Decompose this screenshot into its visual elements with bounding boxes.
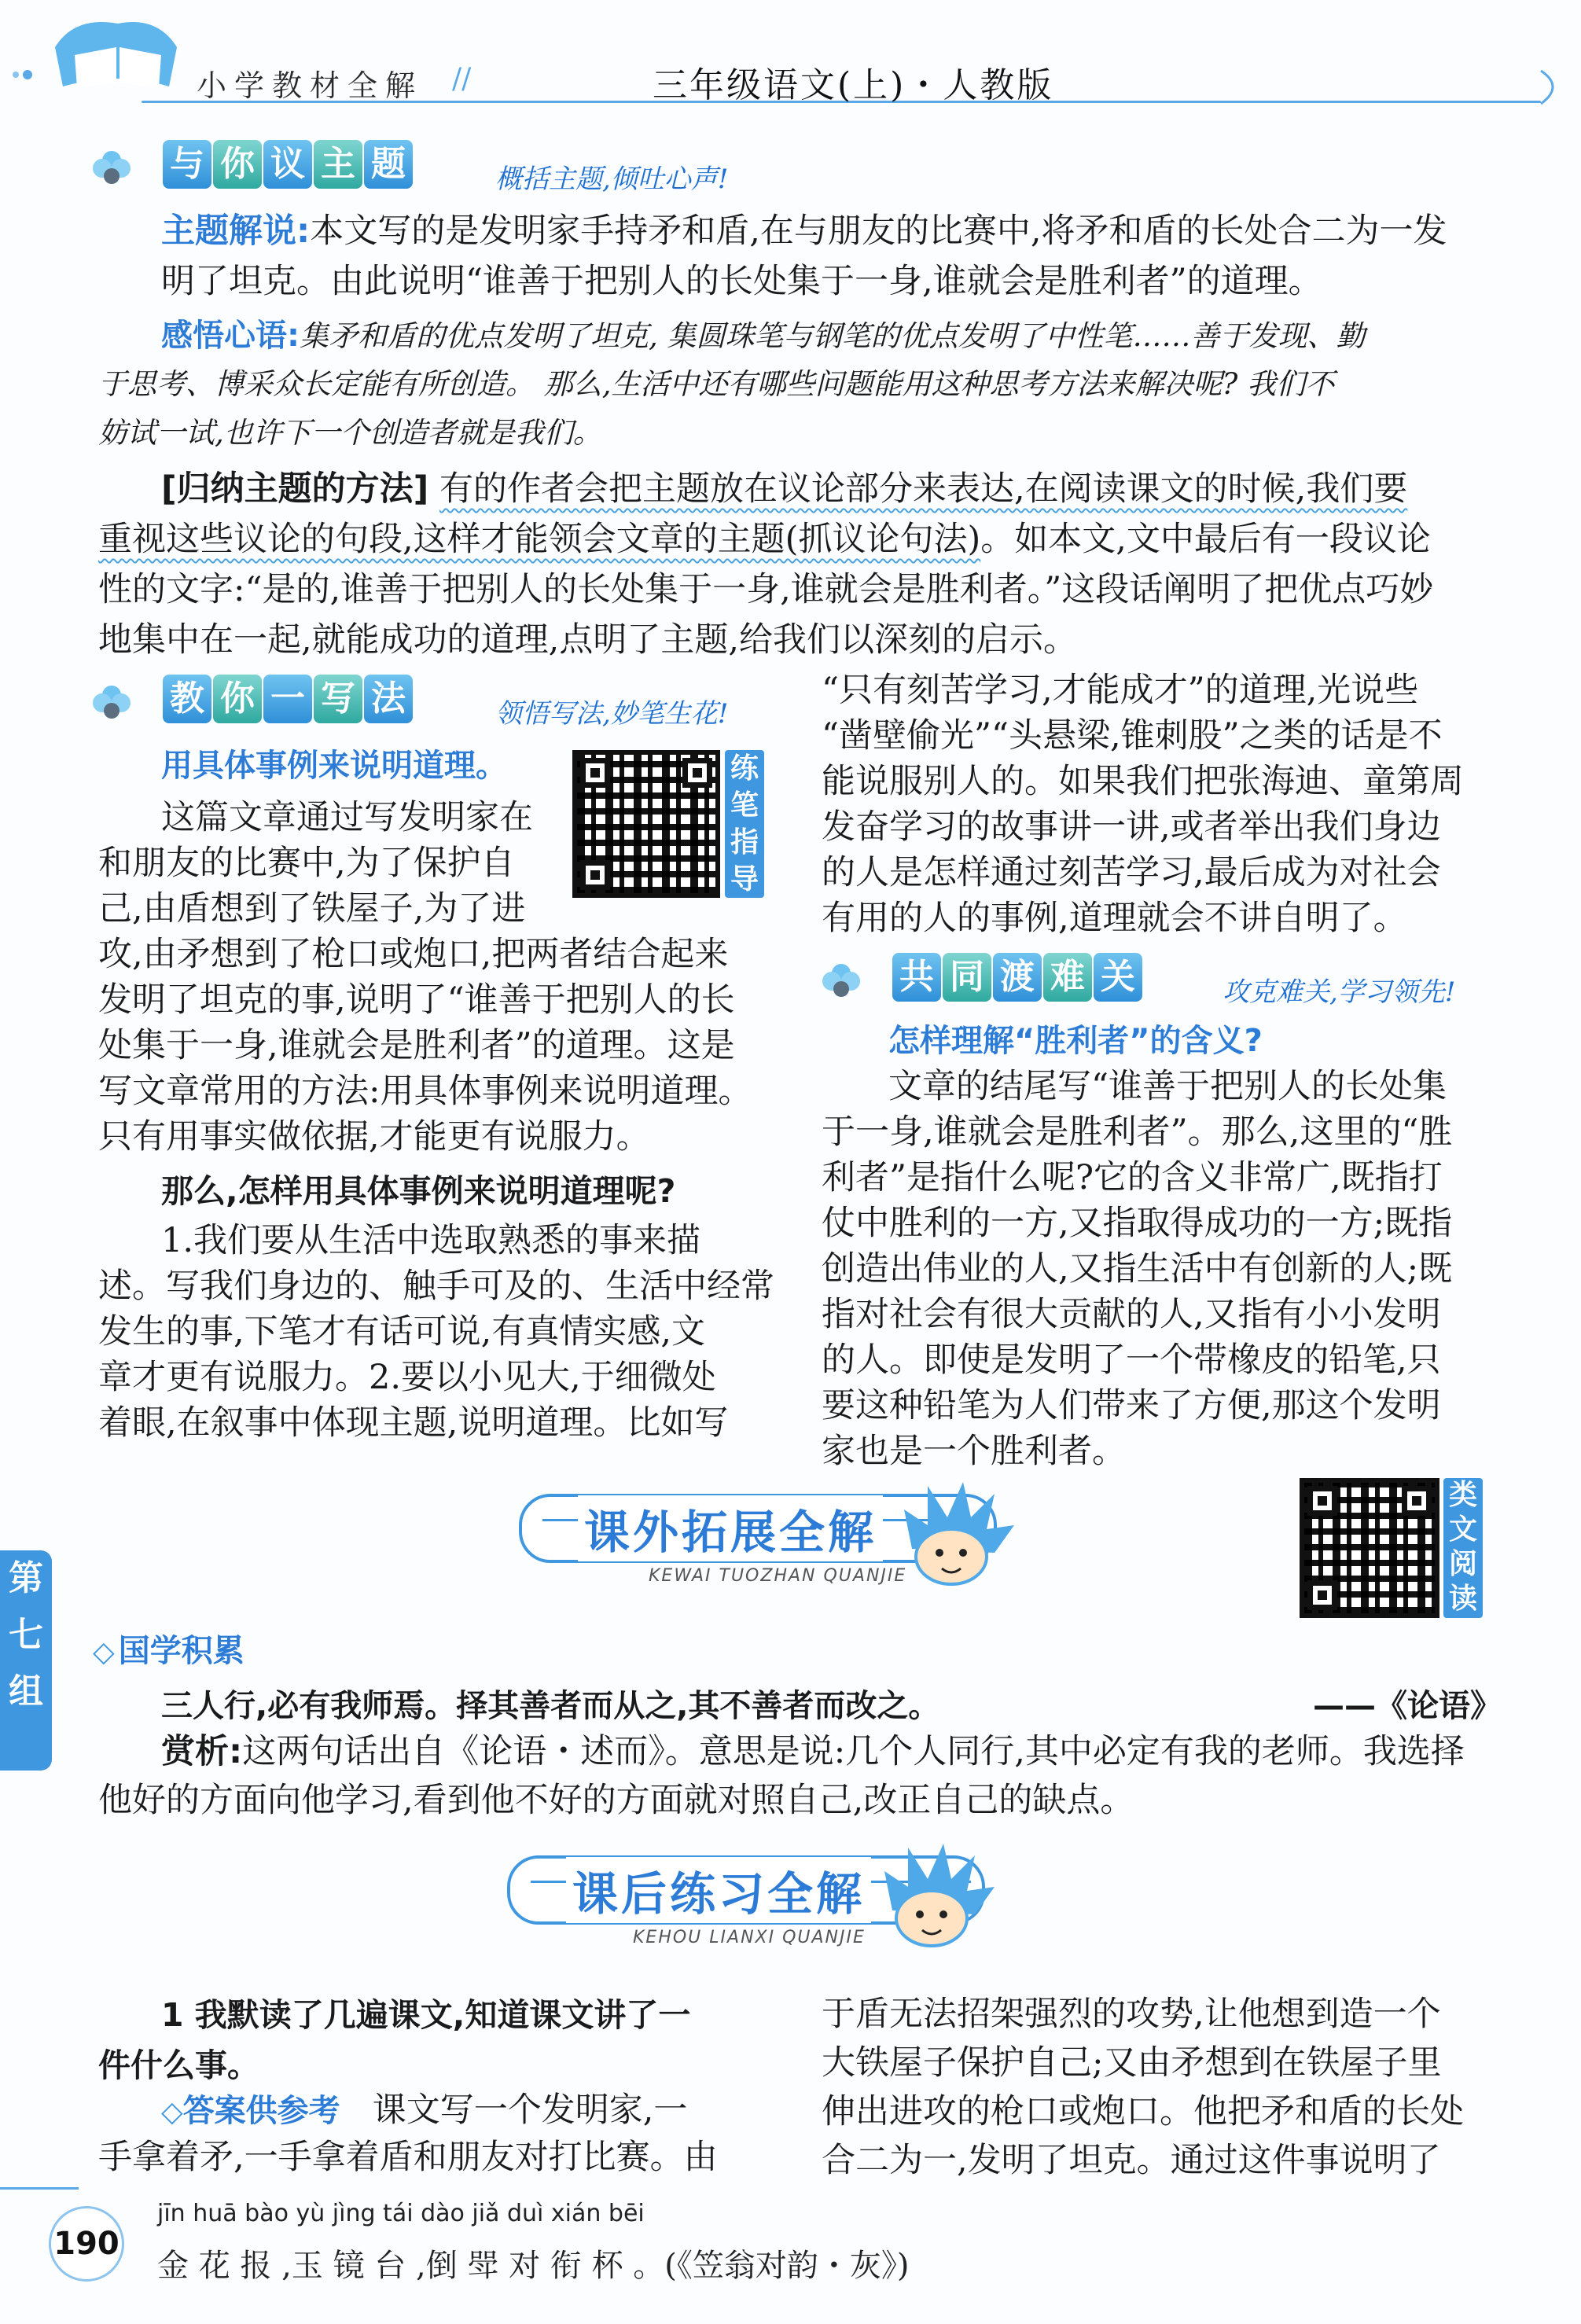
hedgehog-icon [896, 1478, 1022, 1596]
method-line-1 [161, 464, 1407, 514]
qr-label-reading [1443, 1478, 1483, 1618]
topic-explanation [161, 206, 1498, 256]
writing-line: 己,由盾想到了铁屋子,为了进 [98, 889, 526, 928]
writing-right-line: “只有刻苦学习,才能成才”的道理,光说些 [822, 671, 1419, 710]
difficulty-line: 文章的结尾写“谁善于把别人的长处集 [888, 1067, 1447, 1106]
reflection-label: 感悟心语: [161, 318, 300, 354]
difficulty-line: 创造出伟业的人,又指生活中有创新的人;既 [822, 1249, 1453, 1289]
writing-line: 攻,由矛想到了枪口或炮口,把两者结合起来 [98, 935, 729, 974]
guoxue-label: 国学积累 [118, 1633, 245, 1669]
guoxue-source: ——《论语》 [1313, 1688, 1502, 1724]
writing-line: 发明了坦克的事,说明了“谁善于把别人的长 [98, 980, 735, 1020]
topic-text-2: 明了坦克。由此说明“谁善于把别人的长处集于一身,谁就会是胜利者”的道理。 [161, 262, 1322, 301]
topic-label: 主题解说: [161, 211, 311, 251]
writing-heading: 用具体事例来说明道理。 [161, 748, 507, 784]
appreciation-label: 赏析: [161, 1732, 243, 1771]
writing-right-line: 发奋学习的故事讲一讲,或者举出我们身边 [822, 807, 1441, 847]
exercise-answer [161, 2085, 687, 2138]
extension-banner-pinyin: KEWAI TUOZHAN QUANJIE [649, 1566, 907, 1586]
title-chip: 关 [1094, 953, 1142, 1002]
appreciation-text: 这两句话出自《论语・述而》。意思是说:几个人同行,其中必定有我的老师。我选择 [242, 1732, 1465, 1771]
writing-right-line: 能说服别人的。如果我们把张海迪、童第周 [822, 762, 1464, 801]
header-slash-icon: // [452, 63, 472, 95]
flower-icon [88, 678, 135, 725]
theme-section-subtitle: 概括主题,倾吐心声! [495, 164, 729, 195]
writing-line: 这篇文章通过写发明家在 [161, 798, 533, 837]
answer-line: 着眼,在叙事中体现主题,说明道理。比如写 [98, 1403, 729, 1443]
answer-text-2: 手拿着矛,一手拿着盾和朋友对打比赛。由 [98, 2138, 718, 2177]
book-series-title: 小学教材全解 [197, 68, 424, 103]
writing-line: 只有用事实做依据,才能更有说服力。 [98, 1117, 650, 1156]
exercise-banner [507, 1840, 1057, 1958]
side-tab-char: 七 [9, 1615, 43, 1655]
writing-question: 那么,怎样用具体事例来说明道理呢? [161, 1172, 676, 1210]
exercise-question: 1 我默读了几遍课文,知道课文讲了一 [161, 1996, 691, 2034]
extension-banner [519, 1478, 1069, 1596]
book-edition-title: 三年级语文(上)・人教版 [653, 65, 1054, 105]
footer-rule [0, 2187, 1581, 2190]
answer-line: 章才更有说服力。2.要以小见大,于细微处 [98, 1358, 716, 1397]
method-line-2 [98, 514, 1431, 564]
title-chip: 写 [314, 675, 362, 723]
footer-rhyme: 金 花 报 ,玉 镜 台 ,倒 斝 对 衔 杯 。(《笠翁对韵・灰》) [157, 2248, 910, 2284]
title-chip: 共 [892, 953, 941, 1002]
writing-right-line: 有用的人的事例,道理就会不讲自明了。 [822, 899, 1407, 938]
answer-text: 课文写一个发明家,一 [372, 2090, 688, 2130]
title-chip: 一 [263, 675, 312, 723]
writing-section-subtitle: 领悟写法,妙笔生花! [495, 698, 729, 730]
title-chip: 主 [314, 140, 362, 189]
qr-label-char: 文 [1448, 1513, 1477, 1546]
side-tab-char: 第 [9, 1558, 43, 1598]
exercise-right-line: 于盾无法招架强烈的攻势,让他想到造一个 [822, 1995, 1441, 2034]
method-wavy-2: 重视这些议论的句段,这样才能领会文章的主题(抓议论句法) [98, 520, 981, 559]
title-chip: 题 [364, 140, 413, 189]
guoxue-appreciation [161, 1726, 1465, 1777]
title-chip: 你 [213, 675, 262, 723]
flower-icon [88, 143, 135, 190]
answer-line: 发生的事,下笔才有话可说,有真情实感,文 [98, 1312, 706, 1351]
method-wavy-1: 有的作者会把主题放在议论部分来表达,在阅读课文的时候,我们要 [439, 469, 1408, 509]
exercise-banner-pinyin: KEHOU LIANXI QUANJIE [633, 1928, 866, 1947]
exercise-right-line: 伸出进攻的枪口或炮口。他把矛和盾的长处 [822, 2092, 1464, 2131]
writing-line: 和朋友的比赛中,为了保护自 [98, 844, 515, 883]
title-chip: 渡 [993, 953, 1042, 1002]
exercise-right-line: 合二为一,发明了坦克。通过这件事说明了 [822, 2141, 1441, 2180]
writing-line: 处集于一身,谁就会是胜利者”的道理。这是 [98, 1026, 735, 1065]
method-rest: 。如本文,文中最后有一段议论 [980, 520, 1431, 559]
reflection-text-2: 于思考、博采众长定能有所创造。 那么,生活中还有哪些问题能用这种思考方法来解决呢? 我们不 [98, 367, 1335, 401]
guoxue-heading [93, 1626, 245, 1671]
difficulty-line: 要这种铅笔为人们带来了方便,那这个发明 [822, 1386, 1441, 1425]
guoxue-quote: 三人行,必有我师焉。择其善者而从之,其不善者而改之。 [161, 1688, 940, 1724]
difficulty-line: 指对社会有很大贡献的人,又指有小小发明 [822, 1295, 1441, 1334]
qr-label-char: 指 [730, 826, 759, 859]
side-tab-char: 组 [9, 1671, 43, 1712]
appreciation-text-2: 他好的方面向他学习,看到他不好的方面就对照自己,改正自己的缺点。 [98, 1781, 1134, 1820]
title-chip: 教 [163, 675, 211, 723]
writing-line: 写文章常用的方法:用具体事例来说明道理。 [98, 1072, 752, 1111]
footer-pinyin: jīn huā bào yù jìng tái dào jiǎ duì xián bēi [157, 2200, 645, 2227]
difficulty-line: 的人。即使是发明了一个带橡皮的铅笔,只 [822, 1340, 1441, 1380]
diamond-icon: ◇ [161, 2096, 183, 2128]
method-line-3: 性的文字:“是的,谁善于把别人的长处集于一身,谁就会是胜利者。”这段话阐明了把优点巧妙 [98, 570, 1434, 609]
qr-label-char: 读 [1448, 1583, 1477, 1615]
answer-line: 1.我们要从生活中选取熟悉的事来描 [161, 1221, 701, 1260]
qr-code-reading[interactable] [1300, 1478, 1439, 1618]
flower-icon [818, 956, 865, 1003]
qr-label-char: 练 [730, 752, 759, 785]
exercise-right-line: 大铁屋子保护自己;又由矛想到在铁屋子里 [822, 2043, 1442, 2083]
page-number: 190 [49, 2206, 124, 2282]
qr-label-char: 导 [730, 863, 759, 895]
difficulty-section-subtitle: 攻克难关,学习领先! [1223, 976, 1456, 1008]
answer-line: 述。写我们身边的、触手可及的、生活中经常 [98, 1267, 774, 1306]
title-chip: 同 [943, 953, 991, 1002]
qr-label-char: 类 [1448, 1479, 1477, 1511]
title-chip: 难 [1043, 953, 1092, 1002]
reflection-text: 集矛和盾的优点发明了坦克, 集圆珠笔与钢笔的优点发明了中性笔……善于发现、勤 [300, 319, 1366, 353]
method-line-4: 地集中在一起,就能成功的道理,点明了主题,给我们以深刻的启示。 [98, 620, 1078, 660]
extension-banner-title: 课外拓展全解 [578, 1495, 883, 1561]
qr-label-writing [725, 750, 764, 898]
writing-right-line: 的人是怎样通过刻苦学习,最后成为对社会 [822, 853, 1441, 892]
reflection [161, 313, 1366, 359]
method-label: [归纳主题的方法] [161, 469, 429, 509]
title-chip: 你 [213, 140, 262, 189]
difficulty-line: 于一身,谁就会是胜利者”。那么,这里的“胜 [822, 1112, 1453, 1152]
difficulty-line: 利者”是指什么呢?它的含义非常广,既指打 [822, 1158, 1443, 1197]
title-chip: 与 [163, 140, 211, 189]
topic-text: 本文写的是发明家手持矛和盾,在与朋友的比赛中,将矛和盾的长处合二为一发 [310, 211, 1447, 251]
difficulty-heading: 怎样理解“胜利者”的含义? [888, 1023, 1263, 1059]
title-chip: 议 [263, 140, 312, 189]
reflection-text-3: 妨试一试,也许下一个创造者就是我们。 [98, 416, 602, 450]
exercise-question-2: 件什么事。 [98, 2046, 259, 2084]
unit-side-tab [0, 1550, 52, 1771]
diamond-icon: ◇ [93, 1636, 115, 1668]
difficulty-line: 家也是一个胜利者。 [822, 1432, 1126, 1471]
exercise-banner-title: 课后练习全解 [566, 1857, 871, 1923]
qr-code-writing[interactable] [572, 750, 720, 898]
answer-label: 答案供参考 [182, 2093, 340, 2129]
title-chip: 法 [364, 675, 413, 723]
difficulty-line: 仗中胜利的一方,又指取得成功的一方;既指 [822, 1204, 1453, 1243]
qr-label-char: 笔 [730, 789, 759, 822]
hedgehog-icon [877, 1840, 1002, 1958]
writing-right-line: “凿壁偷光”“头悬梁,锥刺股”之类的话是不 [822, 716, 1443, 756]
qr-label-char: 阅 [1448, 1548, 1477, 1580]
